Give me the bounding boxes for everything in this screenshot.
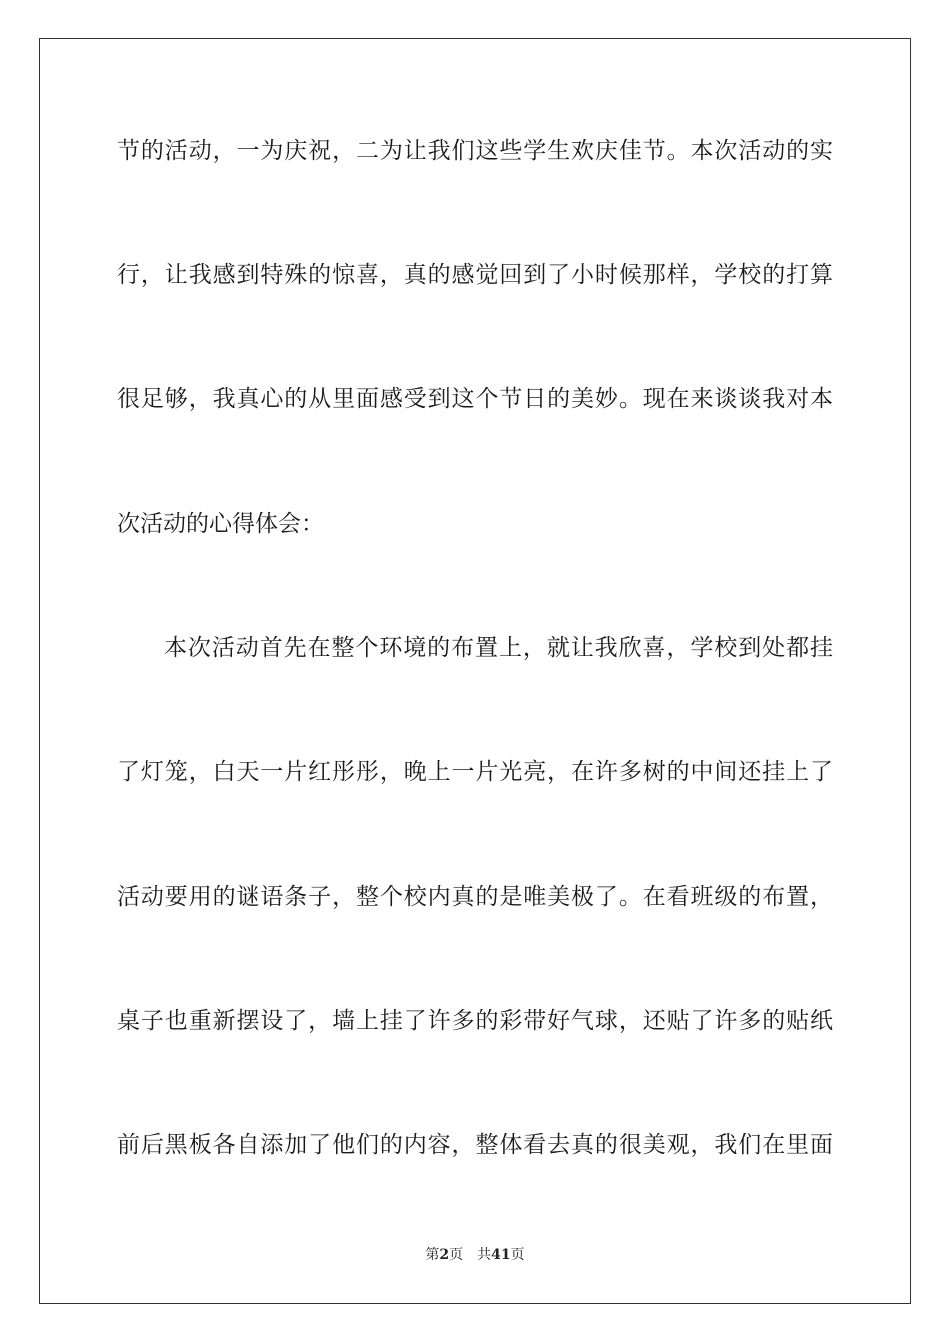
- footer-total-suffix: 页: [510, 1247, 525, 1263]
- body-text-line-8: 桌子也重新摆设了，墙上挂了许多的彩带好气球，还贴了许多的贴纸: [117, 1008, 833, 1034]
- body-text-line-4: 次活动的心得体会：: [117, 511, 324, 537]
- footer-total-prefix: 共: [477, 1247, 492, 1263]
- body-text-line-7: 活动要用的谜语条子，整个校内真的是唯美极了。在看班级的布置，: [117, 884, 833, 910]
- body-text-line-2: 行，让我感到特殊的惊喜，真的感觉回到了小时候那样，学校的打算: [117, 262, 833, 288]
- footer-total-pages: 41: [491, 1247, 511, 1263]
- body-text-line-1: 节的活动，一为庆祝，二为让我们这些学生欢庆佳节。本次活动的实: [117, 138, 833, 164]
- body-text-line-6: 了灯笼，白天一片红彤彤，晚上一片光亮，在许多树的中间还挂上了: [117, 759, 833, 785]
- footer-page-number: 2: [439, 1247, 450, 1263]
- body-text-line-9: 前后黑板各自添加了他们的内容，整体看去真的很美观，我们在里面: [117, 1132, 833, 1158]
- page-border: [39, 38, 911, 1304]
- footer-page-suffix: 页: [449, 1247, 464, 1263]
- body-text-line-5: 本次活动首先在整个环境的布置上，就让我欣喜，学校到处都挂: [164, 635, 833, 661]
- footer-page-prefix: 第: [425, 1247, 440, 1263]
- body-text-line-3: 很足够，我真心的从里面感受到这个节日的美妙。现在来谈谈我对本: [117, 386, 833, 412]
- page-footer: [0, 1245, 950, 1265]
